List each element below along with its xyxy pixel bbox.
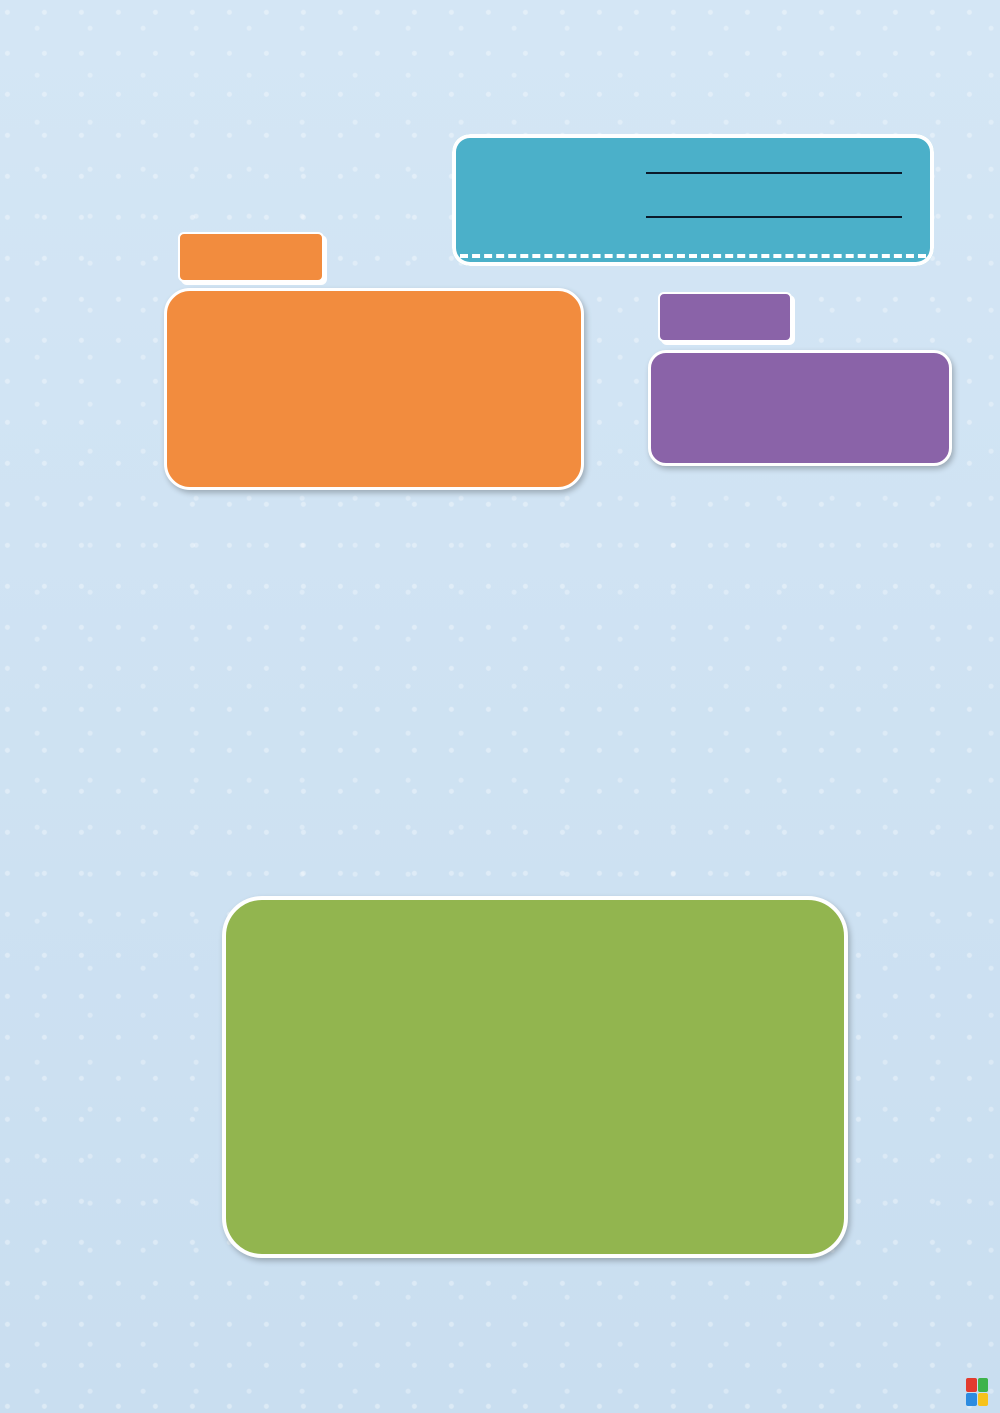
student-identity-box [452, 134, 934, 266]
liveworksheets-logo-icon [966, 1378, 988, 1406]
questions-box [222, 896, 848, 1258]
petunjuk-box [164, 288, 584, 490]
alat-title [658, 292, 792, 342]
top-pencil-border [0, 0, 1000, 150]
name-field[interactable] [646, 172, 902, 174]
liveworksheets-watermark [966, 1378, 992, 1406]
absen-field[interactable] [646, 216, 902, 218]
alat-box [648, 350, 952, 466]
petunjuk-title [178, 232, 324, 282]
